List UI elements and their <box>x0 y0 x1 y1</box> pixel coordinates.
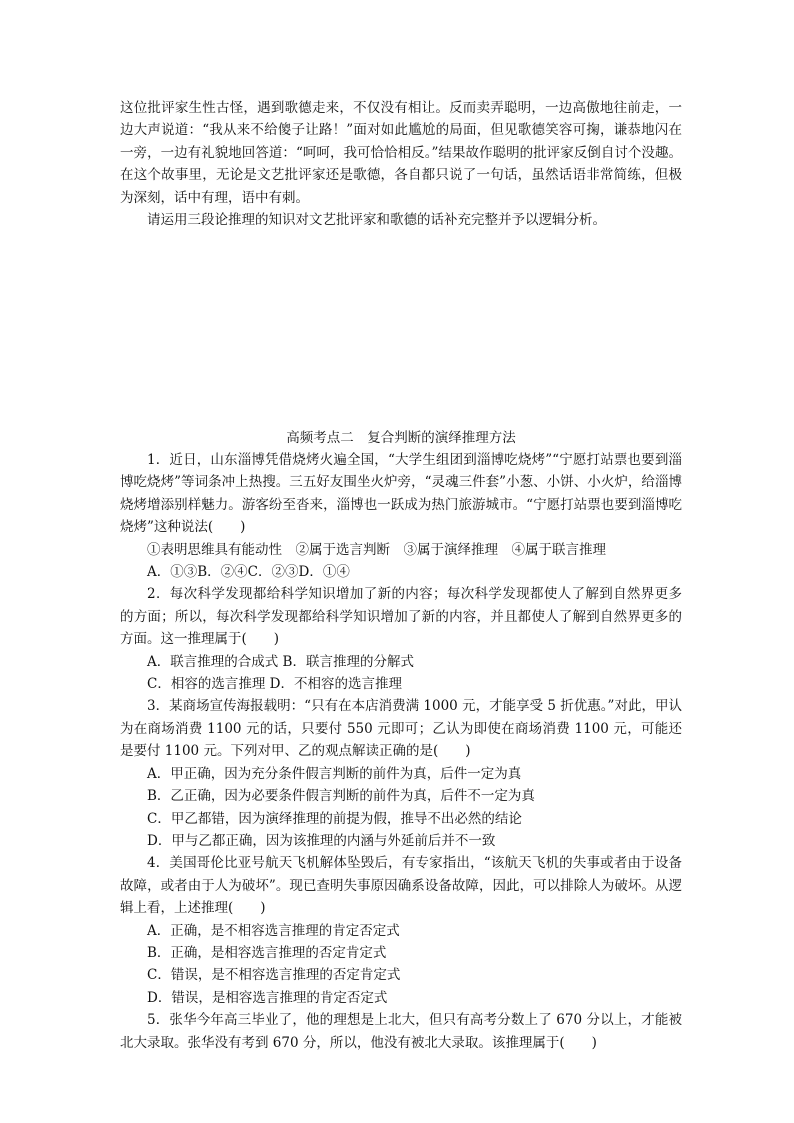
question-option-line: A．甲正确，因为充分条件假言判断的前件为真，后件一定为真 <box>147 765 522 782</box>
question-option-line: C．甲乙都错，因为演绎推理的前提为假，推导不出必然的结论 <box>147 810 522 827</box>
question-5 <box>120 1009 682 1054</box>
question-option-line: B．正确，是相容选言推理的否定肯定式 <box>147 944 387 961</box>
question-stem: 3．某商场宣传海报载明：“只有在本店消费满 1000 元，才能享受 5 折优惠。”对此，甲认为在商场消费 1100 元的话，只要付 550 元即可；乙认为即使在商场消费 1100 元，可能还是要付 1100 元。下列对甲、乙的观点解读正确的是( ) <box>120 698 682 760</box>
question-stem: 1．近日，山东淄博凭借烧烤火遍全国，“大学生组团到淄博吃烧烤”“宁愿打站票也要到淄博吃烧烤”等词条冲上热搜。三五好友围坐火炉旁，“灵魂三件套”小葱、小饼、小火炉，给淄博烧烤增添别样魅力。游客纷至沓来，淄博也一跃成为热门旅游城市。“宁愿打站票也要到淄博吃烧烤”这种说法( ) <box>120 452 682 536</box>
question-option-line: D．错误，是相容选言推理的肯定否定式 <box>147 989 388 1006</box>
question-2 <box>120 583 682 695</box>
question-option-line: A．联言推理的合成式 B．联言推理的分解式 <box>147 653 414 670</box>
question-1 <box>120 449 682 583</box>
question-option-line: ①表明思维具有能动性 ②属于选言判断 ③属于演绎推理 ④属于联言推理 <box>147 541 606 558</box>
question-option-line: D．甲与乙都正确，因为该推理的内涵与外延前后并不一致 <box>147 832 496 849</box>
questions-section <box>120 449 682 1054</box>
intro-task: 请运用三段论推理的知识对文艺批评家和歌德的话补充完整并予以逻辑分析。 <box>147 212 606 229</box>
question-option-line: B．乙正确，因为必要条件假言判断的前件为真，后件不一定为真 <box>147 788 535 805</box>
intro-section <box>120 97 682 231</box>
question-stem: 2．每次科学发现都给科学知识增加了新的内容；每次科学发现都使人了解到自然界更多的方面；所以，每次科学发现都给科学知识增加了新的内容，并且都使人了解到自然界更多的方面。这一推理属于( ) <box>120 586 682 648</box>
question-4 <box>120 852 682 1009</box>
section-title: 高频考点二 复合判断的演绎推理方法 <box>286 430 516 446</box>
question-option-line: C．错误，是不相容选言推理的否定肯定式 <box>147 967 401 984</box>
question-3 <box>120 695 682 852</box>
question-option-line: A．①③B．②④C．②③D．①④ <box>147 564 350 581</box>
question-option-line: A．正确，是不相容选言推理的肯定否定式 <box>147 922 400 939</box>
question-stem: 4．美国哥伦比亚号航天飞机解体坠毁后，有专家指出，“该航天飞机的失事或者由于设备故障，或者由于人为破坏”。现已查明失事原因确系设备故障，因此，可以排除人为破坏。从逻辑上看，上述推理( ) <box>120 855 682 917</box>
question-option-line: C．相容的选言推理 D．不相容的选言推理 <box>147 676 402 693</box>
question-stem: 5．张华今年高三毕业了，他的理想是上北大，但只有高考分数上了 670 分以上，才能被北大录取。张华没有考到 670 分，所以，他没有被北大录取。该推理属于( ) <box>120 1012 682 1051</box>
intro-paragraph: 这位批评家生性古怪，遇到歌德走来，不仅没有相让。反而卖弄聪明，一边高傲地往前走，一边大声说道：“我从来不给傻子让路！”面对如此尴尬的局面，但见歌德笑容可掬，谦恭地闪在一旁，一边有礼貌地回答道：“呵呵，我可恰恰相反。”结果故作聪明的批评家反倒自讨个没趣。在这个故事里，无论是文艺批评家还是歌德，各自都只说了一句话，虽然话语非常简练，但极为深刻，话中有理，语中有刺。 <box>120 100 682 206</box>
